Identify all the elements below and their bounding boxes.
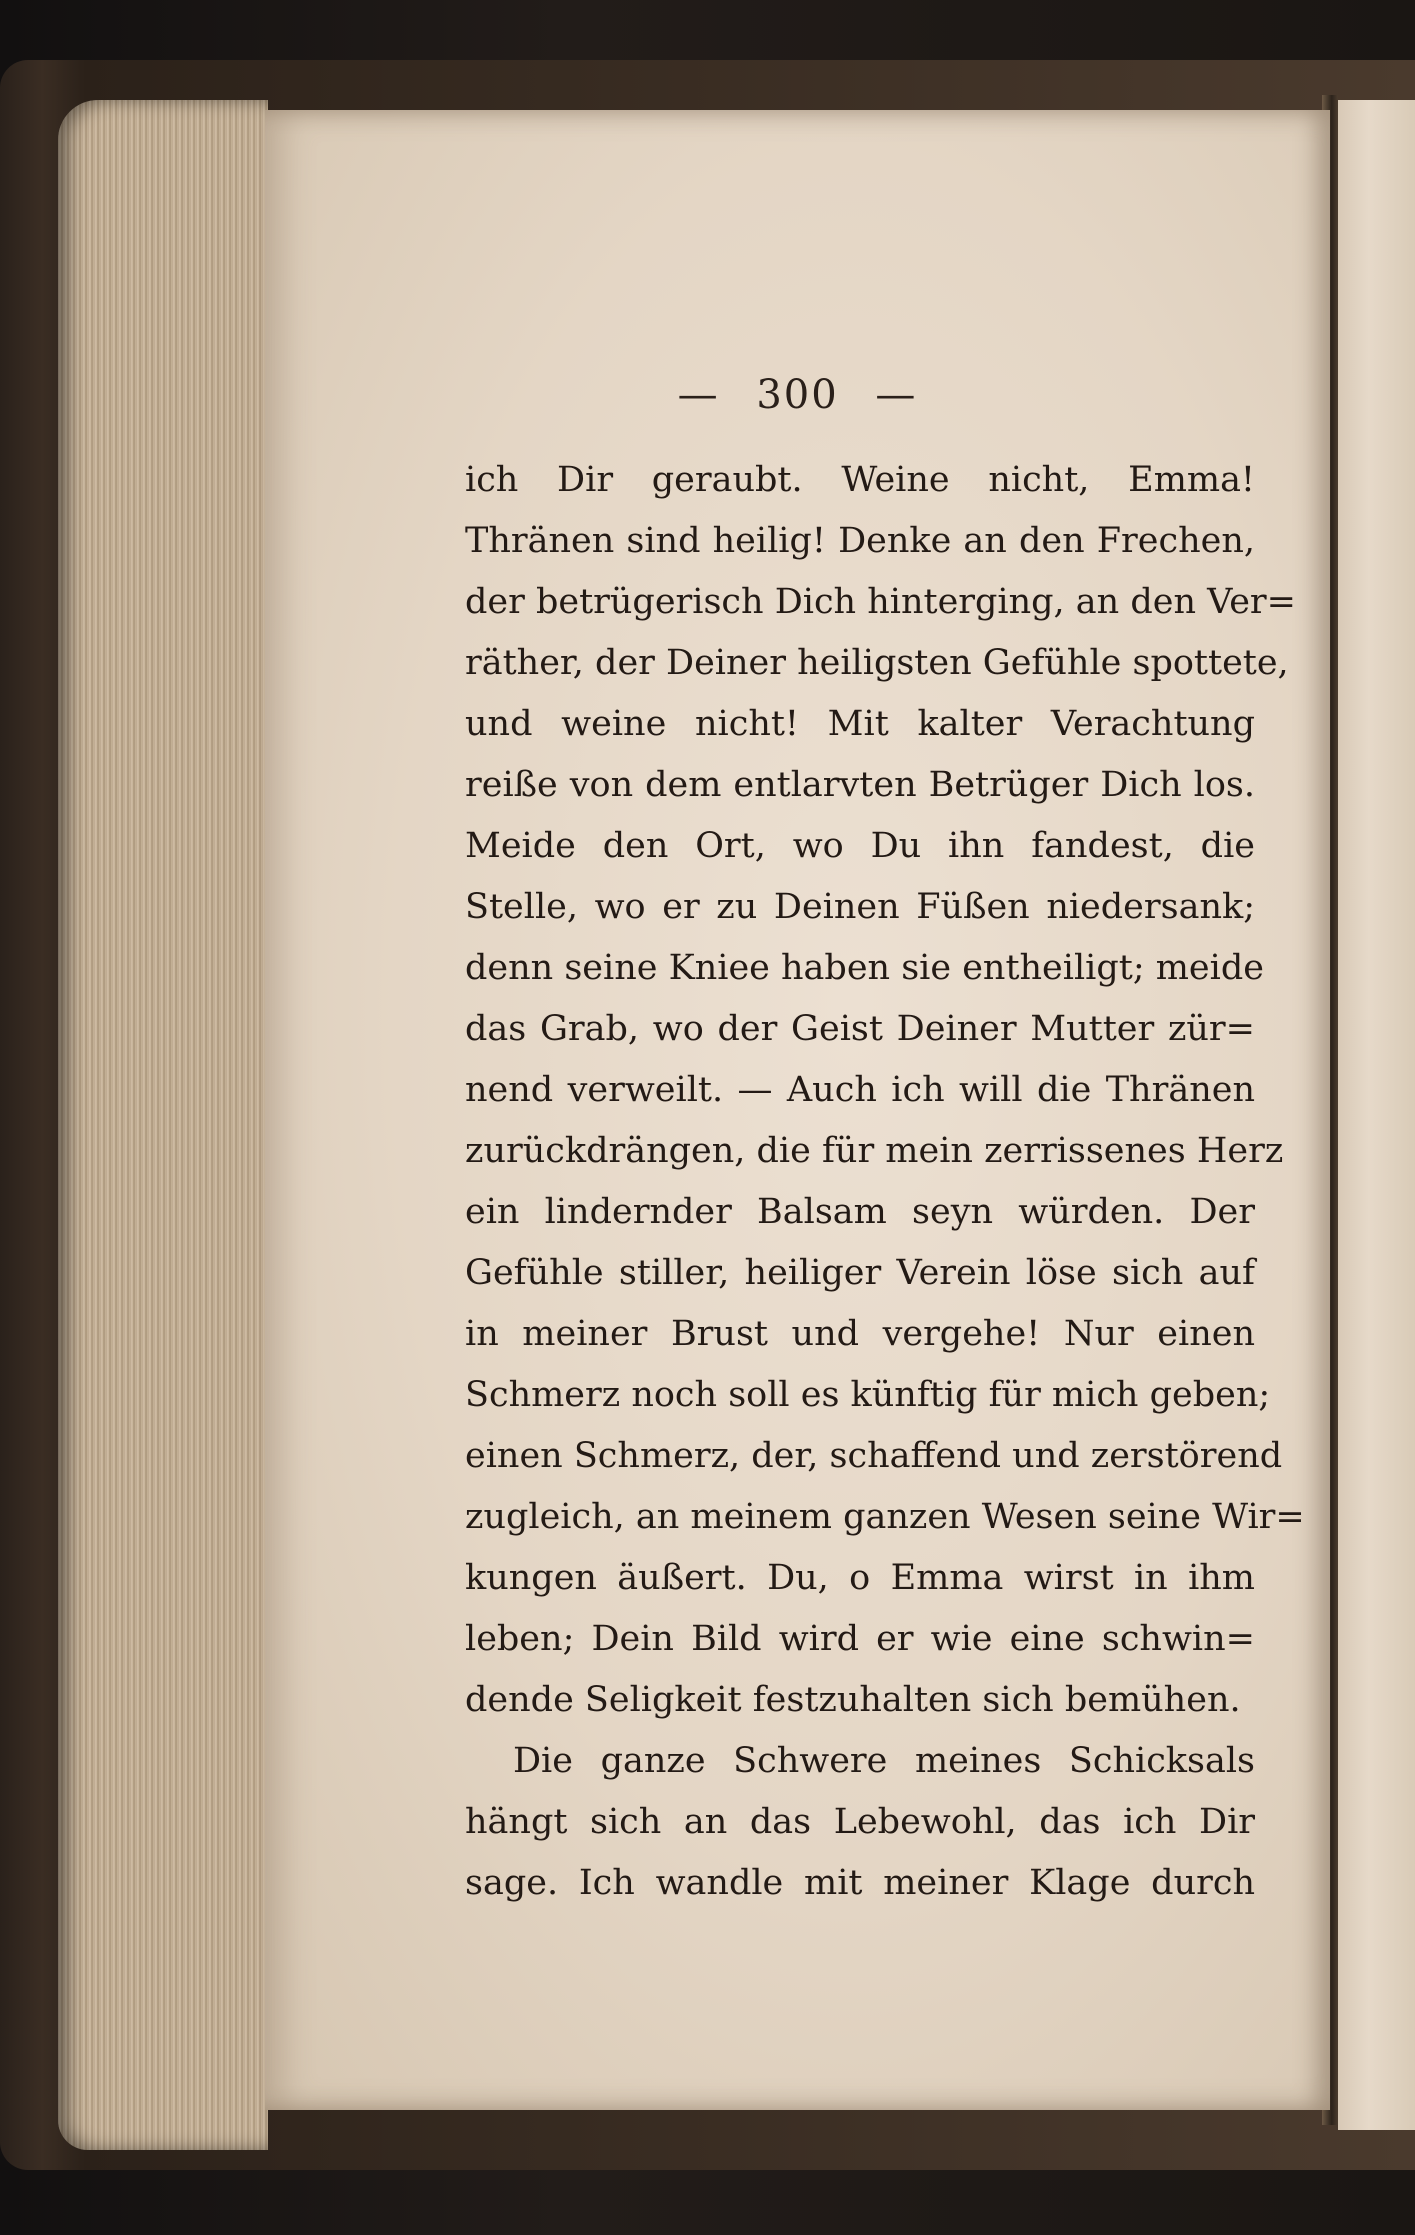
text-line: einen Schmerz, der, schaffend und zerstörend bbox=[465, 1436, 1283, 1476]
text-line: zugleich, an meinem ganzen Wesen seine Wir= bbox=[465, 1497, 1305, 1537]
text-line: ich Dir geraubt. Weine nicht, Emma! bbox=[465, 460, 1255, 500]
text-line: räther, der Deiner heiligsten Gefühle spottete, bbox=[465, 643, 1289, 683]
page-number: 300 bbox=[756, 372, 839, 418]
text-line: reiße von dem entlarvten Betrüger Dich los. bbox=[465, 765, 1255, 805]
text-line: das Grab, wo der Geist Deiner Mutter zür= bbox=[465, 1009, 1255, 1049]
facing-page-edge bbox=[1338, 100, 1415, 2130]
text-line: nend verweilt. — Auch ich will die Thränen bbox=[465, 1070, 1255, 1110]
page-number-header bbox=[265, 372, 1330, 418]
text-line: Meide den Ort, wo Du ihn fandest, die bbox=[465, 826, 1255, 866]
book-page bbox=[265, 110, 1330, 2110]
text-line: in meiner Brust und vergehe! Nur einen bbox=[465, 1314, 1255, 1354]
text-line: Thränen sind heilig! Denke an den Frechen, bbox=[465, 521, 1255, 561]
text-line: Gefühle stiller, heiliger Verein löse sich auf bbox=[465, 1253, 1255, 1293]
text-line: hängt sich an das Lebewohl, das ich Dir bbox=[465, 1802, 1255, 1842]
text-line: sage. Ich wandle mit meiner Klage durch bbox=[465, 1863, 1255, 1903]
text-line: kungen äußert. Du, o Emma wirst in ihm bbox=[465, 1558, 1255, 1598]
text-line: dende Seligkeit festzuhalten sich bemühen. bbox=[465, 1680, 1241, 1720]
text-line: ein lindernder Balsam seyn würden. Der bbox=[465, 1192, 1255, 1232]
text-line: der betrügerisch Dich hinterging, an den Ver= bbox=[465, 582, 1296, 622]
header-dash-right: — bbox=[875, 372, 918, 418]
text-line: zurückdrängen, die für mein zerrissenes Herz bbox=[465, 1131, 1284, 1171]
header-dash-left: — bbox=[677, 372, 720, 418]
text-line: Schmerz noch soll es künftig für mich geben; bbox=[465, 1375, 1271, 1415]
text-line: leben; Dein Bild wird er wie eine schwin= bbox=[465, 1619, 1255, 1659]
page-edges bbox=[58, 100, 268, 2150]
text-line: Die ganze Schwere meines Schicksals bbox=[513, 1741, 1255, 1781]
page-text bbox=[465, 450, 1305, 1914]
text-line: denn seine Kniee haben sie entheiligt; meide bbox=[465, 948, 1264, 988]
text-line: und weine nicht! Mit kalter Verachtung bbox=[465, 704, 1255, 744]
text-line: Stelle, wo er zu Deinen Füßen niedersank; bbox=[465, 887, 1255, 927]
